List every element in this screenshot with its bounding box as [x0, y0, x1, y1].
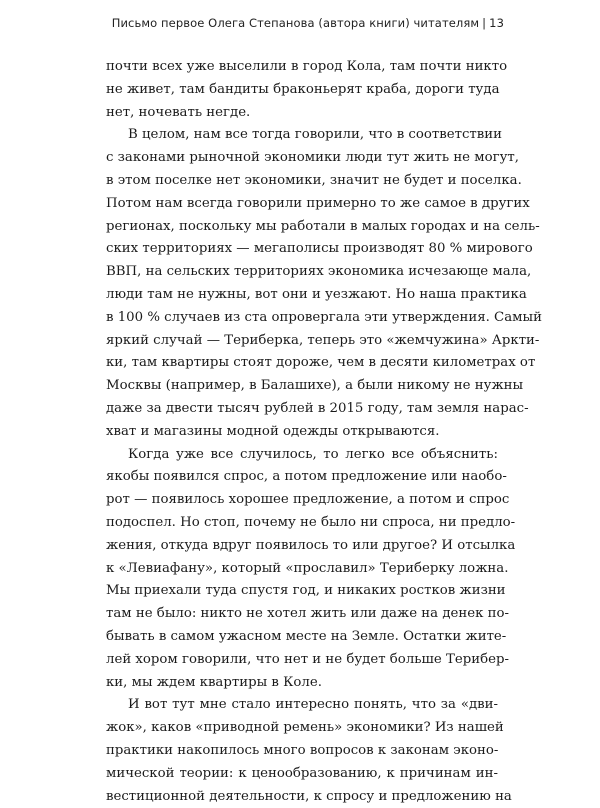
text-line: И вот тут мне стало интересно понять, что за «дви-	[106, 694, 498, 717]
text-line: ских территориях — мегаполисы производят 80 % мирового	[106, 238, 498, 261]
text-line: люди там не нужны, вот они и уезжают. Но наша практика	[106, 284, 498, 307]
text-line: в этом поселке нет экономики, значит не будет и поселка.	[106, 170, 498, 193]
running-header	[112, 16, 504, 30]
text-line: ки, мы ждем квартиры в Коле.	[106, 672, 498, 695]
text-line: вестиционной деятельности, к спросу и предложению на	[106, 786, 498, 808]
text-line: нет, ночевать негде.	[106, 102, 498, 125]
text-line: жок», каков «приводной ремень» экономики? Из нашей	[106, 717, 498, 740]
text-line: яркий случай — Териберка, теперь это «жемчужина» Аркти-	[106, 330, 498, 353]
text-line: В целом, нам все тогда говорили, что в соответствии	[106, 124, 498, 147]
text-line: бывать в самом ужасном месте на Земле. Остатки жите-	[106, 626, 498, 649]
text-line: практики накопилось много вопросов к законам эконо-	[106, 740, 498, 763]
text-line: в 100 % случаев из ста опровергала эти утверждения. Самый	[106, 307, 498, 330]
text-line: хват и магазины модной одежды открываются.	[106, 421, 498, 444]
text-line: Потом нам всегда говорили примерно то же самое в других	[106, 193, 498, 216]
text-line: Мы приехали туда спустя год, и никаких ростков жизни	[106, 580, 498, 603]
body-text	[106, 56, 498, 808]
text-line: с законами рыночной экономики люди тут жить не могут,	[106, 147, 498, 170]
header-title: Письмо первое Олега Степанова (автора книги) читателям	[112, 16, 479, 30]
text-line: ВВП, на сельских территориях экономика исчезающе мала,	[106, 261, 498, 284]
text-line: Москвы (например, в Балашихе), а были никому не нужны	[106, 375, 498, 398]
text-line: лей хором говорили, что нет и не будет больше Терибер-	[106, 649, 498, 672]
header-separator: |	[482, 16, 486, 30]
page-number: 13	[489, 16, 504, 30]
text-line: к «Левиафану», который «прославил» Териберку ложна.	[106, 558, 498, 581]
text-line: жения, откуда вдруг появилось то или другое? И отсылка	[106, 535, 498, 558]
text-line: почти всех уже выселили в город Кола, там почти никто	[106, 56, 498, 79]
text-line: ки, там квартиры стоят дороже, чем в десяти километрах от	[106, 352, 498, 375]
text-line: якобы появился спрос, а потом предложение или наобо-	[106, 466, 498, 489]
text-line: не живет, там бандиты браконьерят краба, дороги туда	[106, 79, 498, 102]
text-line: подоспел. Но стоп, почему не было ни спроса, ни предло-	[106, 512, 498, 535]
text-line: даже за двести тысяч рублей в 2015 году, там земля нарас-	[106, 398, 498, 421]
text-line: там не было: никто не хотел жить или даже на денек по-	[106, 603, 498, 626]
text-line: мической теории: к ценообразованию, к причинам ин-	[106, 763, 498, 786]
text-line: регионах, поскольку мы работали в малых городах и на сель-	[106, 216, 498, 239]
text-line: Когда уже все случилось, то легко все объяснить:	[106, 444, 498, 467]
text-line: рот — появилось хорошее предложение, а потом и спрос	[106, 489, 498, 512]
